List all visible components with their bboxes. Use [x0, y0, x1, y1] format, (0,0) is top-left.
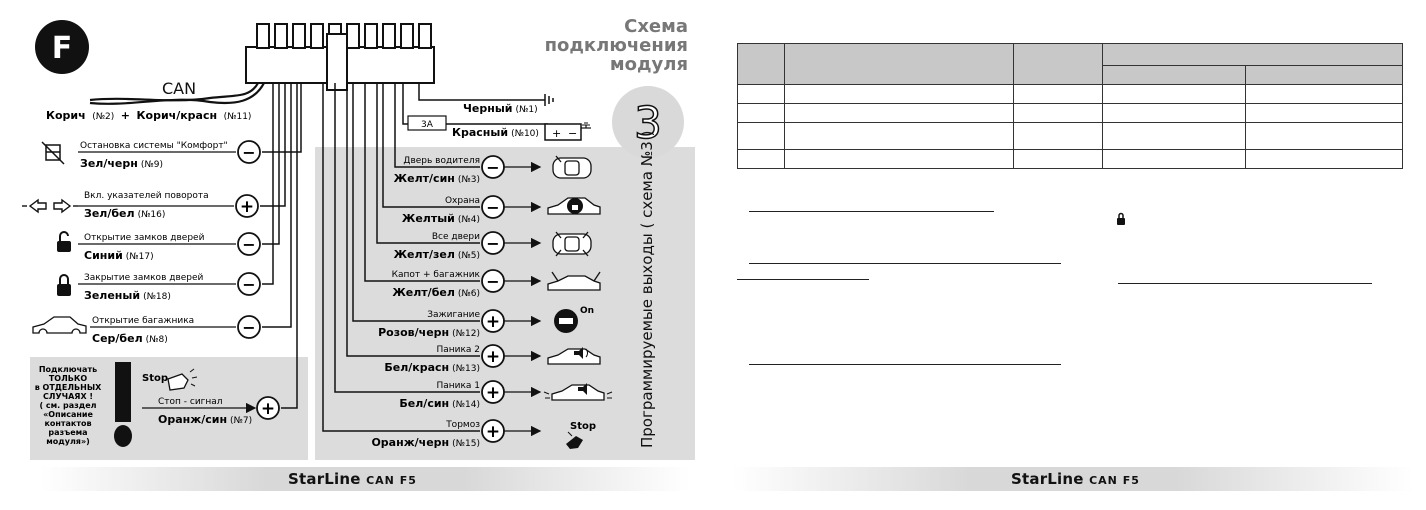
title-line-2: подключения	[544, 35, 688, 56]
output-polarity-1: −	[486, 198, 500, 217]
title-line-3: модуля	[609, 54, 688, 75]
input-wire-2: Синий (№17)	[84, 249, 154, 262]
title-line-1: Схема	[624, 16, 688, 37]
output-wire-2: Желт/зел (№5)	[393, 248, 480, 261]
output-wire-3: Желт/бел (№6)	[392, 286, 480, 299]
wiring-diagram	[0, 0, 700, 506]
output-desc-6: Паника 1	[436, 381, 480, 391]
ground-wire	[419, 83, 545, 100]
footer-model: CAN F5	[366, 474, 417, 487]
panel-letter: F	[51, 31, 73, 66]
warning-line-2: в ОТДЕЛЬНЫХ	[34, 383, 102, 392]
output-desc-0: Дверь водителя	[403, 156, 480, 166]
stop-signal-wire: Оранж/син (№7)	[158, 413, 253, 426]
output-wire-4: Розов/черн (№12)	[378, 326, 480, 339]
ignition-on-label: On	[580, 306, 595, 316]
output-polarity-4: +	[485, 312, 501, 332]
stop-signal-desc: Стоп - сигнал	[158, 397, 223, 407]
output-wire-0: Желт/син (№3)	[393, 172, 480, 185]
can-label: CAN	[162, 79, 197, 98]
table-page	[713, 0, 1426, 506]
table-row	[738, 123, 1403, 150]
output-polarity-0: −	[486, 158, 500, 177]
footer-brand-right	[1011, 470, 1140, 488]
input-wire-3: Зеленый (№18)	[84, 289, 171, 302]
spec-table	[737, 43, 1403, 169]
output-wire-5: Бел/красн (№13)	[384, 361, 480, 374]
output-polarity-7: +	[485, 422, 501, 442]
output-polarity-5: +	[485, 347, 501, 367]
footer-brand-left	[288, 470, 417, 488]
module-connector	[246, 24, 434, 90]
output-desc-3: Капот + багажник	[391, 270, 480, 280]
text-underline	[749, 364, 1061, 365]
table-head-cell	[1103, 65, 1246, 84]
fuse-label: 3А	[421, 120, 433, 130]
driver-door-icon	[553, 156, 591, 178]
can-wire-label: Корич (№2) + Корич/красн (№11)	[46, 109, 252, 122]
table-head-cell	[1103, 44, 1403, 66]
footer-model: CAN F5	[1089, 474, 1140, 487]
warning-line-6: контактов	[44, 419, 92, 428]
output-wire-7: Оранж/черн (№15)	[371, 436, 480, 449]
input-desc-4: Открытие багажника	[92, 316, 195, 326]
input-desc-2: Открытие замков дверей	[84, 233, 205, 243]
battery-icon	[545, 123, 591, 140]
output-polarity-2: −	[486, 234, 500, 253]
input-wire-1: Зел/бел (№16)	[84, 207, 166, 220]
input-desc-3: Закрытие замков дверей	[84, 273, 204, 283]
table-head-cell	[1014, 44, 1103, 85]
stop-signal-polarity: +	[260, 399, 276, 419]
table-head-cell	[738, 44, 785, 85]
output-desc-5: Паника 2	[436, 345, 480, 355]
input-polarity-3: −	[242, 275, 256, 294]
svg-text:+: +	[552, 127, 562, 140]
input-polarity-4: −	[242, 318, 256, 337]
warning-line-1: ТОЛЬКО	[48, 374, 88, 383]
output-polarity-3: −	[486, 272, 500, 291]
text-underline	[737, 279, 869, 280]
text-underline	[749, 263, 1061, 264]
svg-text:−: −	[568, 127, 578, 140]
text-underline	[749, 211, 994, 212]
ground-wire-label: Черный (№1)	[463, 102, 538, 115]
all-doors-icon	[553, 232, 591, 256]
wiring-diagram-page	[0, 0, 700, 506]
text-underline	[1118, 283, 1372, 284]
warning-line-4: ( см. раздел	[39, 401, 97, 410]
footer-brand: StarLine	[1011, 470, 1084, 488]
warning-line-3: СЛУЧАЯХ !	[42, 392, 94, 401]
table-header-row	[738, 44, 1403, 66]
turn-signals-icon	[22, 200, 78, 212]
exclamation-icon	[114, 362, 132, 447]
input-wire-0: Зел/черн (№9)	[80, 157, 163, 170]
output-wire-6: Бел/син (№14)	[399, 397, 480, 410]
input-polarity-0: −	[242, 143, 256, 162]
output-polarity-6: +	[485, 383, 501, 403]
small-lock-icon	[1116, 212, 1126, 226]
table-row	[738, 85, 1403, 104]
output-desc-2: Все двери	[431, 232, 480, 242]
input-desc-0: Остановка системы "Комфорт"	[80, 141, 228, 151]
table-head-cell	[1246, 65, 1403, 84]
output-desc-4: Зажигание	[427, 310, 480, 320]
warning-line-7: разъема	[48, 428, 88, 437]
table-head-cell	[785, 44, 1014, 85]
output-desc-7: Тормоз	[446, 420, 480, 430]
unlock-icon	[57, 232, 71, 252]
warning-line-8: модуля»)	[46, 437, 90, 446]
lock-icon	[57, 275, 71, 296]
warning-line-0: Подключать	[38, 365, 98, 374]
warning-line-5: «Описание	[43, 410, 93, 419]
section-number: 3	[634, 98, 662, 149]
input-wire-4: Сер/бел (№8)	[92, 332, 168, 345]
brake-stop-label: Stop	[570, 421, 597, 432]
ground-symbol-icon	[545, 94, 553, 106]
output-wire-1: Желтый (№4)	[401, 212, 480, 225]
output-desc-1: Охрана	[444, 196, 480, 206]
input-polarity-1: +	[239, 197, 255, 217]
comfort-stop-icon	[42, 142, 64, 164]
power-wire-label: Красный (№10)	[452, 126, 539, 139]
table-row	[738, 150, 1403, 169]
trunk-car-icon	[33, 317, 86, 333]
stop-signal-label: Stop	[142, 373, 169, 384]
input-desc-1: Вкл. указателей поворота	[84, 191, 209, 201]
footer-brand: StarLine	[288, 470, 361, 488]
input-polarity-2: −	[242, 235, 256, 254]
section-title: Программируемые выходы ( схема №3 )	[638, 130, 656, 448]
table-row	[738, 104, 1403, 123]
